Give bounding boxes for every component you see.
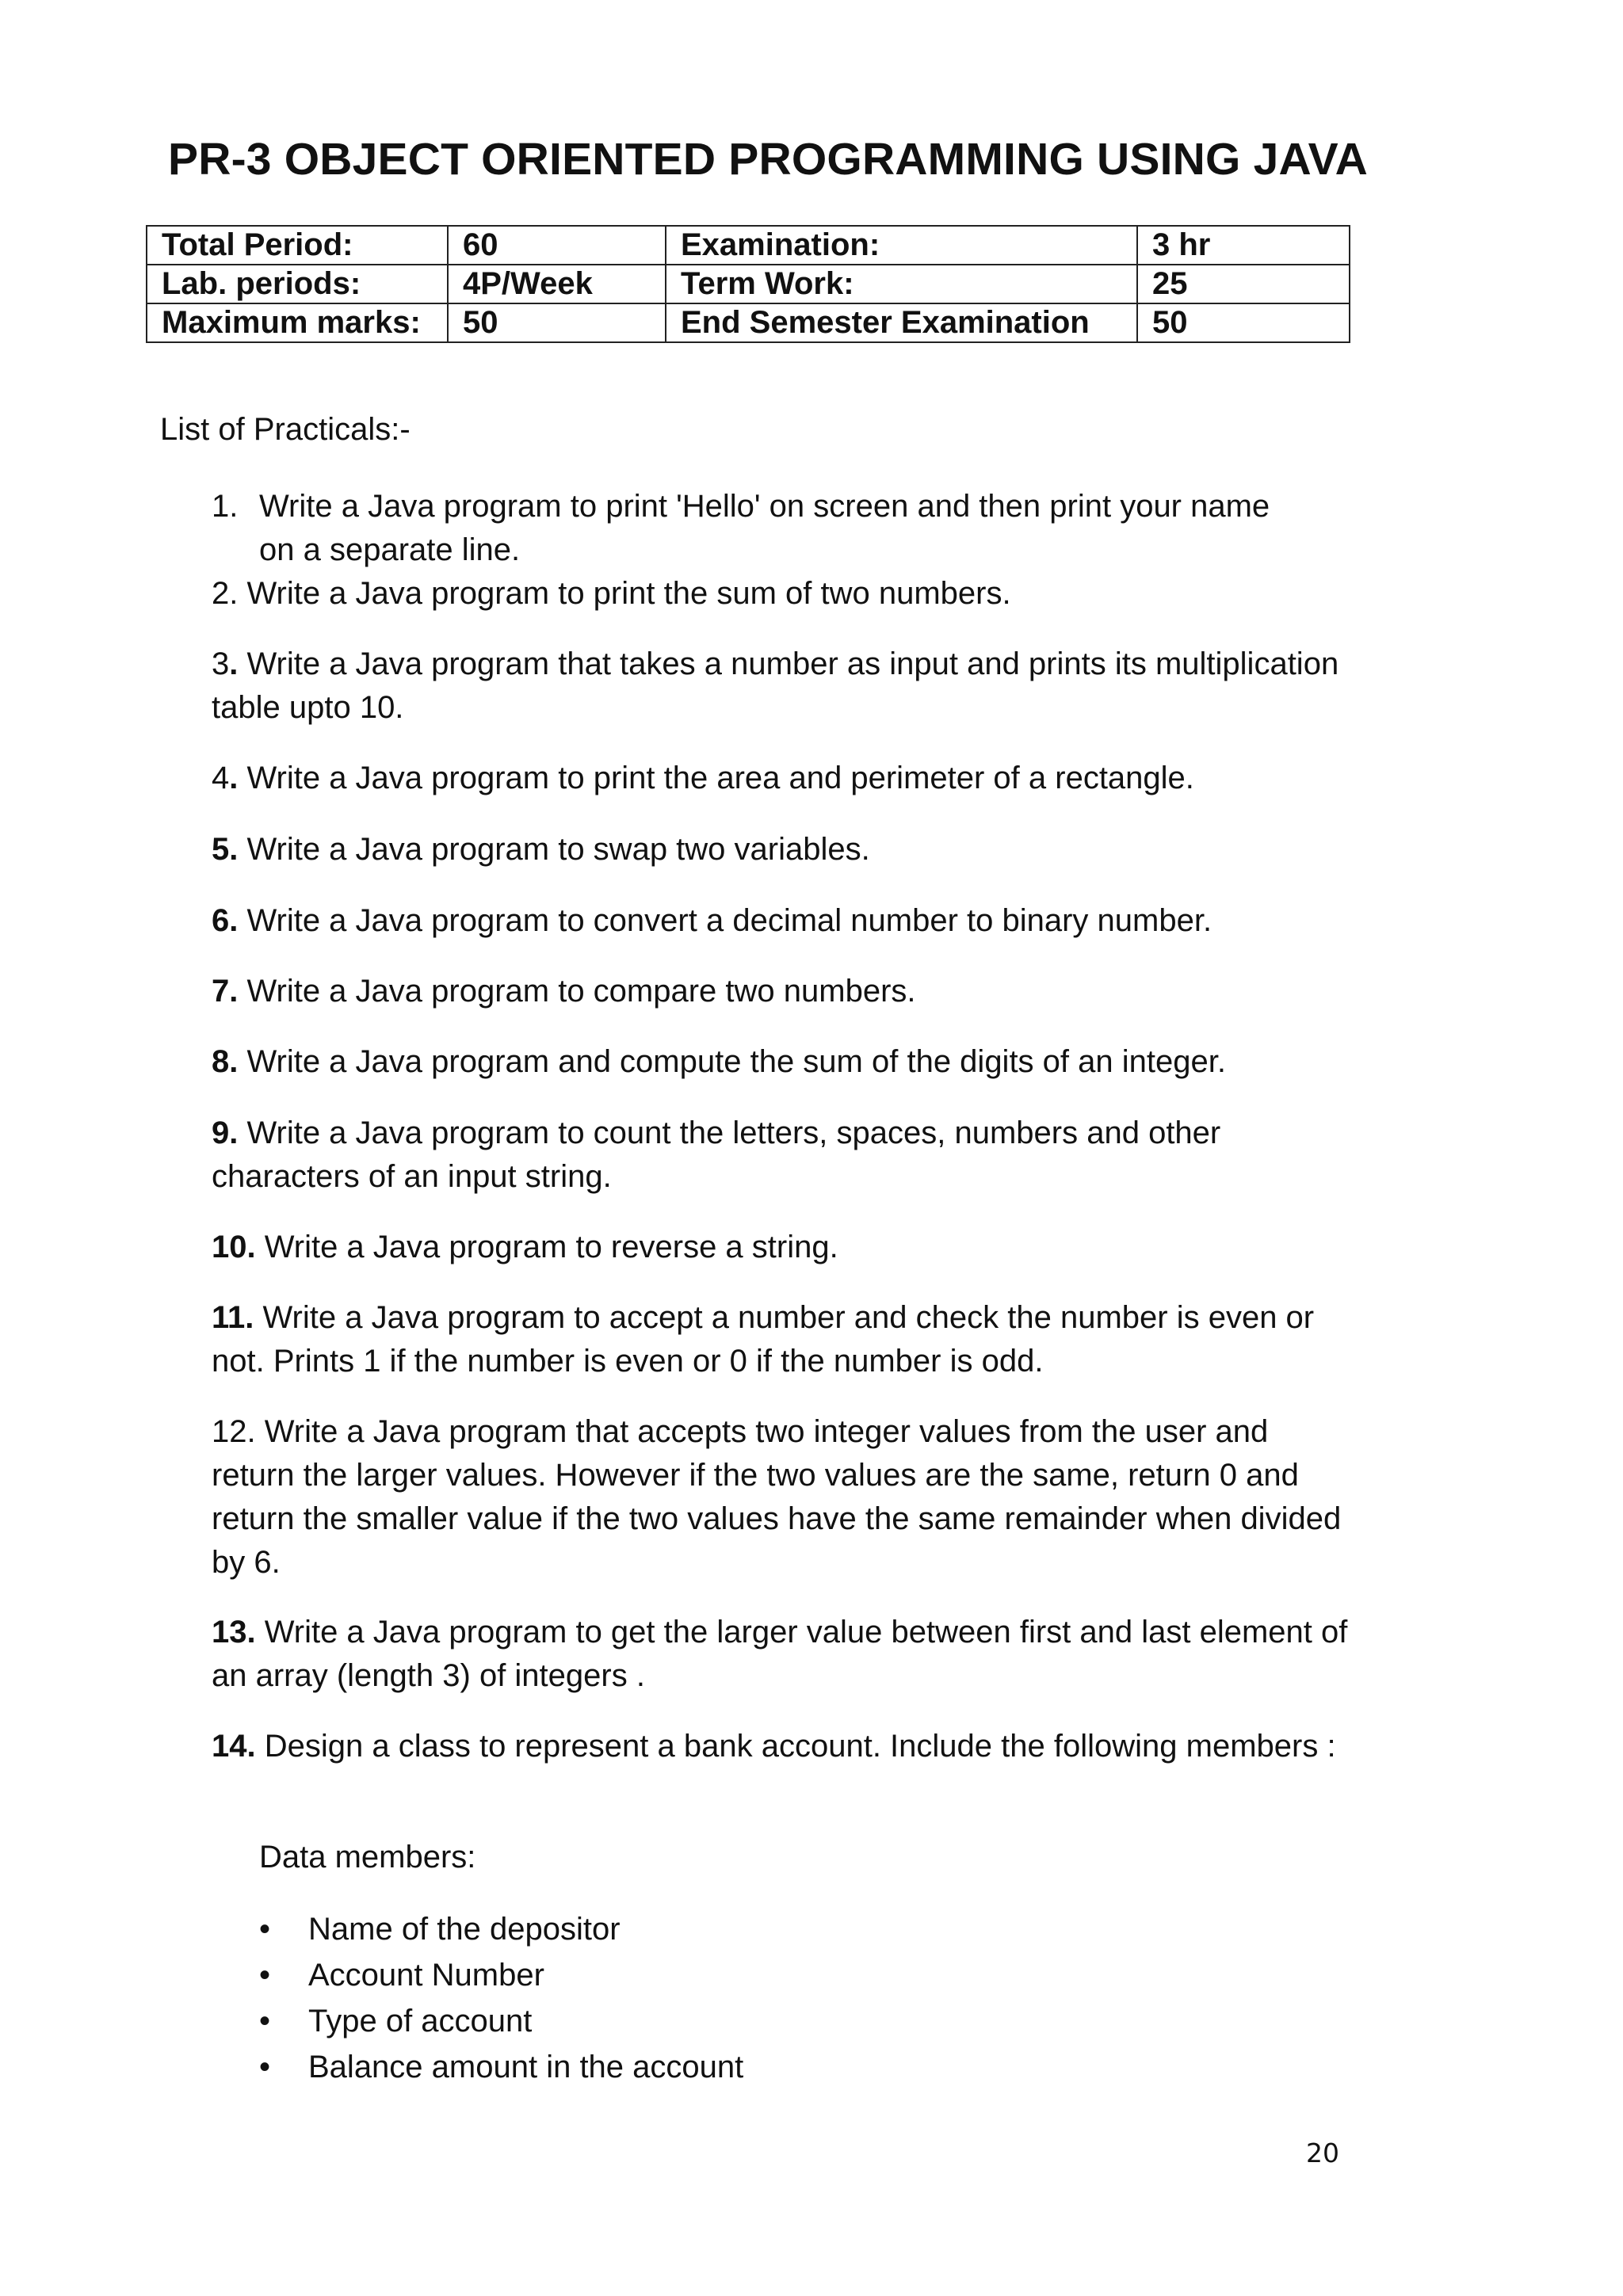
practical-number: 3 (212, 646, 230, 681)
table-cell: 4P/Week (448, 265, 666, 303)
practical-number: 14. (212, 1729, 256, 1764)
table-cell: End Semester Examination (666, 303, 1137, 342)
practical-number: 1. (212, 489, 239, 524)
list-item (259, 1912, 621, 1947)
bullet-icon: • (259, 2050, 271, 2084)
practical-text: Design a class to represent a bank account. Include the following members : (255, 1729, 1336, 1764)
practical-text: Write a Java program to count the letters, spaces, numbers and other characters of an input string. (212, 1116, 1221, 1194)
practical-item (212, 1725, 1353, 1768)
practical-text-continued: on a separate line. (259, 532, 521, 567)
bullet-icon: • (259, 1912, 271, 1947)
bullet-icon: • (259, 1958, 271, 1993)
practical-item (212, 572, 1353, 616)
table-cell: 25 (1137, 265, 1350, 303)
list-item-text: Balance amount in the account (308, 2050, 744, 2084)
table-cell: Lab. periods: (147, 265, 448, 303)
practical-item (212, 1611, 1353, 1698)
practical-item (212, 828, 1353, 871)
practical-item (212, 757, 1353, 800)
practical-text: Write a Java program to print 'Hello' on screen and then print your name (259, 489, 1270, 524)
practical-text: Write a Java program and compute the sum of the digits of an integer. (238, 1044, 1226, 1079)
data-members-heading: Data members: (259, 1840, 476, 1875)
practical-number: 4 (212, 761, 230, 795)
list-heading: List of Practicals:- (160, 412, 411, 447)
practical-item (212, 1040, 1353, 1084)
practical-text: Write a Java program to compare two numbers. (238, 974, 916, 1009)
practical-text: Write a Java program to convert a decimal number to binary number. (238, 903, 1212, 938)
practical-text: Write a Java program to accept a number and check the number is even or not. Prints 1 if the number is even or 0 if the number is odd. (212, 1300, 1315, 1379)
practical-number-dot: . (229, 646, 239, 681)
practical-item (212, 485, 1353, 572)
practical-text: Write a Java program to print the area and perimeter of a rectangle. (238, 761, 1194, 795)
table-cell: Total Period: (147, 226, 448, 265)
table-row (147, 265, 1350, 303)
course-title: PR-3 OBJECT ORIENTED PROGRAMMING USING JAVA (168, 134, 1368, 185)
list-item (259, 1958, 544, 1993)
practical-number-dot: . (229, 761, 239, 795)
practical-item (212, 1410, 1353, 1585)
practical-number: 13. (212, 1615, 256, 1650)
practical-text: Write a Java program to get the larger value between first and last element of an array (length 3) of integers . (212, 1615, 1348, 1693)
practical-item (212, 643, 1353, 730)
list-item-text: Name of the depositor (308, 1912, 621, 1947)
practical-text: Write a Java program to swap two variables. (238, 832, 870, 867)
practical-text: Write a Java program that takes a number as input and prints its multiplication table upto 10. (212, 646, 1339, 725)
practical-item (212, 1296, 1353, 1383)
practical-number: 2. (212, 576, 239, 611)
table-cell: 50 (448, 303, 666, 342)
practical-number: 10. (212, 1230, 256, 1264)
practical-number: 9. (212, 1116, 239, 1150)
list-item (259, 2004, 532, 2039)
table-cell: Examination: (666, 226, 1137, 265)
practical-text: Write a Java program to reverse a string. (255, 1230, 838, 1264)
practical-number: 8. (212, 1044, 239, 1079)
table-cell: 3 hr (1137, 226, 1350, 265)
practical-text: Write a Java program to print the sum of two numbers. (238, 576, 1011, 611)
practical-item (212, 1226, 1353, 1269)
table-cell: Maximum marks: (147, 303, 448, 342)
practical-text: Write a Java program that accepts two integer values from the user and return the larger values. However if the two values are the same, return 0 and return the smaller value if the two values have the same remainder when divided by 6. (212, 1414, 1342, 1580)
practical-number: 5. (212, 832, 239, 867)
practical-item (212, 1112, 1353, 1199)
course-info-table (146, 225, 1350, 343)
practical-number: 7. (212, 974, 239, 1009)
practical-number: 6. (212, 903, 239, 938)
page-number: 20 (1306, 2138, 1339, 2168)
table-cell: Term Work: (666, 265, 1137, 303)
table-cell: 50 (1137, 303, 1350, 342)
practical-item (212, 899, 1353, 943)
practical-number: 12. (212, 1414, 256, 1449)
list-item-text: Account Number (308, 1958, 544, 1993)
list-item (259, 2050, 743, 2085)
table-row (147, 303, 1350, 342)
table-row (147, 226, 1350, 265)
bullet-icon: • (259, 2004, 271, 2039)
practical-number: 11. (212, 1300, 254, 1335)
practical-item (212, 970, 1353, 1013)
table-cell: 60 (448, 226, 666, 265)
list-item-text: Type of account (308, 2004, 533, 2039)
